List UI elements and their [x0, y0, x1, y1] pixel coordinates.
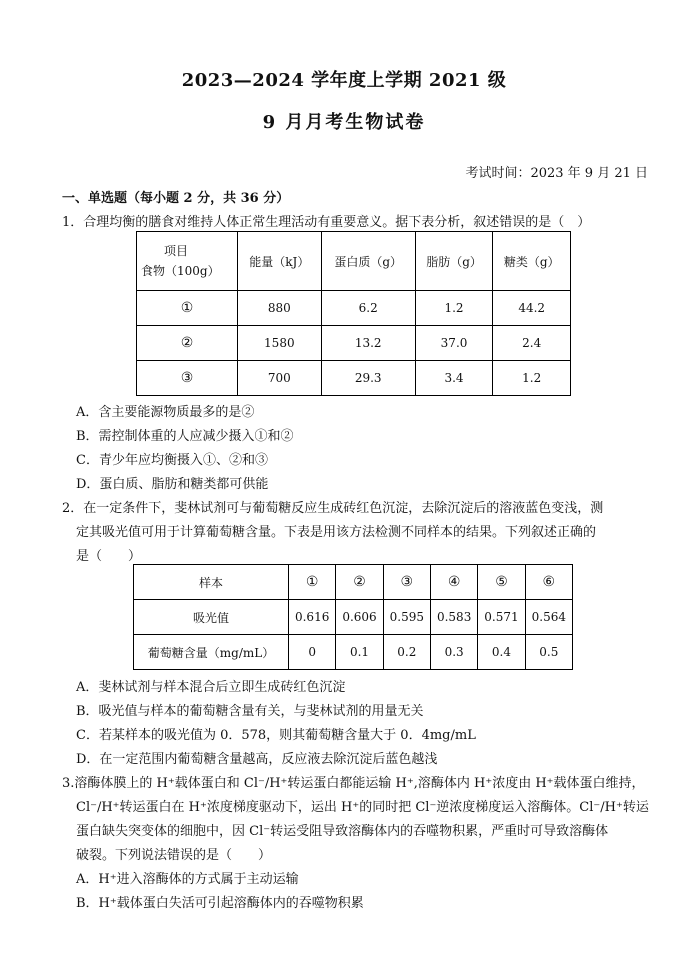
q1-option-a: A．含主要能源物质最多的是②	[76, 405, 255, 420]
q1-option-c: C．青少年应均衡摄入①、②和③	[76, 453, 268, 468]
table-cell: 0.564	[525, 600, 572, 635]
q3-stem-line4: 破裂。下列说法错误的是（ ）	[76, 848, 272, 863]
q3-option-a: A．H⁺进入溶酶体的方式属于主动运输	[76, 872, 299, 887]
table-cell: 0	[289, 635, 336, 670]
exam-title-line2: 9 月月考生物试卷	[262, 112, 426, 133]
q1-table-corner-header	[137, 232, 238, 291]
q1-row-label: ②	[137, 326, 238, 361]
table-cell: 37.0	[415, 326, 493, 361]
table-row	[134, 600, 573, 635]
q1-col-header: 蛋白质（g）	[321, 232, 415, 291]
q1-row-label: ①	[137, 291, 238, 326]
q1-header-bottom: 食物（100g）	[141, 264, 220, 278]
table-cell: 0.4	[478, 635, 525, 670]
table-cell: 2.4	[493, 326, 571, 361]
table-cell: 6.2	[321, 291, 415, 326]
table-cell: 13.2	[321, 326, 415, 361]
q2-sample-label: ③	[383, 565, 430, 600]
q2-option-d: D．在一定范围内葡萄糖含量越高，反应液去除沉淀后蓝色越浅	[76, 752, 438, 767]
table-cell: 0.571	[478, 600, 525, 635]
q2-sample-label: ②	[336, 565, 383, 600]
table-cell: 44.2	[493, 291, 571, 326]
q3-stem-line3: 蛋白缺失突变体的细胞中，因 Cl⁻转运受阻导致溶酶体内的吞噬物积累，严重时可导致溶酶体	[76, 824, 609, 839]
q2-stem-line2: 定其吸光值可用于计算葡萄糖含量。下表是用该方法检测不同样本的结果。下列叙述正确的	[76, 525, 597, 540]
q3-stem-line2: Cl⁻/H⁺转运蛋白在 H⁺浓度梯度驱动下，运出 H⁺的同时把 Cl⁻逆浓度梯度运入溶酶体。Cl⁻/H⁺转运	[76, 800, 649, 815]
table-cell: 0.1	[336, 635, 383, 670]
q2-row-label-glucose: 葡萄糖含量（mg/mL）	[134, 635, 289, 670]
table-row	[137, 361, 571, 396]
q2-row-label-absorbance: 吸光值	[134, 600, 289, 635]
q1-col-header: 糖类（g）	[493, 232, 571, 291]
exam-title-line1: 2023—2024 学年度上学期 2021 级	[181, 70, 507, 91]
q1-col-header: 能量（kJ）	[238, 232, 322, 291]
table-cell: 0.616	[289, 600, 336, 635]
q2-header-sample: 样本	[134, 565, 289, 600]
q2-sample-label: ⑤	[478, 565, 525, 600]
section-title: 一、单选题（每小题 2 分，共 36 分）	[62, 191, 290, 206]
table-cell: 29.3	[321, 361, 415, 396]
q2-stem-line1: 2．在一定条件下，斐林试剂可与葡萄糖反应生成砖红色沉淀，去除沉淀后的溶液蓝色变浅，测	[62, 501, 604, 516]
q1-col-header: 脂肪（g）	[415, 232, 493, 291]
q1-stem: 1．合理均衡的膳食对维持人体正常生理活动有重要意义。据下表分析，叙述错误的是（ ）	[62, 215, 591, 230]
q1-table	[136, 231, 571, 396]
table-cell: 1580	[238, 326, 322, 361]
q3-stem-line1: 3.溶酶体膜上的 H⁺载体蛋白和 Cl⁻/H⁺转运蛋白都能运输 H⁺,溶酶体内 H⁺浓度由 H⁺载体蛋白维持，	[62, 776, 645, 791]
table-cell: 1.2	[493, 361, 571, 396]
table-cell: 0.3	[430, 635, 477, 670]
q1-option-d: D．蛋白质、脂肪和糖类都可供能	[76, 477, 269, 492]
table-row	[137, 326, 571, 361]
q1-row-label: ③	[137, 361, 238, 396]
q1-option-b: B．需控制体重的人应减少摄入①和②	[76, 429, 294, 444]
table-cell: 700	[238, 361, 322, 396]
table-cell: 0.5	[525, 635, 572, 670]
table-cell: 0.583	[430, 600, 477, 635]
q2-sample-label: ①	[289, 565, 336, 600]
table-cell: 880	[238, 291, 322, 326]
table-cell: 3.4	[415, 361, 493, 396]
q1-header-top: 项目	[163, 244, 188, 258]
table-cell: 1.2	[415, 291, 493, 326]
q2-stem-line3: 是（ ）	[76, 549, 142, 564]
table-cell: 0.595	[383, 600, 430, 635]
q2-option-b: B．吸光值与样本的葡萄糖含量有关，与斐林试剂的用量无关	[76, 704, 424, 719]
table-cell: 0.606	[336, 600, 383, 635]
q2-table	[133, 564, 573, 670]
exam-time: 考试时间：2023 年 9 月 21 日	[465, 166, 648, 181]
table-row	[134, 565, 573, 600]
q2-option-a: A．斐林试剂与样本混合后立即生成砖红色沉淀	[76, 680, 346, 695]
table-cell: 0.2	[383, 635, 430, 670]
table-row	[134, 635, 573, 670]
table-row	[137, 291, 571, 326]
q2-sample-label: ④	[430, 565, 477, 600]
q3-option-b: B．H⁺载体蛋白失活可引起溶酶体内的吞噬物积累	[76, 896, 364, 911]
q2-sample-label: ⑥	[525, 565, 572, 600]
q2-option-c: C．若某样本的吸光值为 0．578，则其葡萄糖含量大于 0．4mg/mL	[76, 728, 476, 743]
